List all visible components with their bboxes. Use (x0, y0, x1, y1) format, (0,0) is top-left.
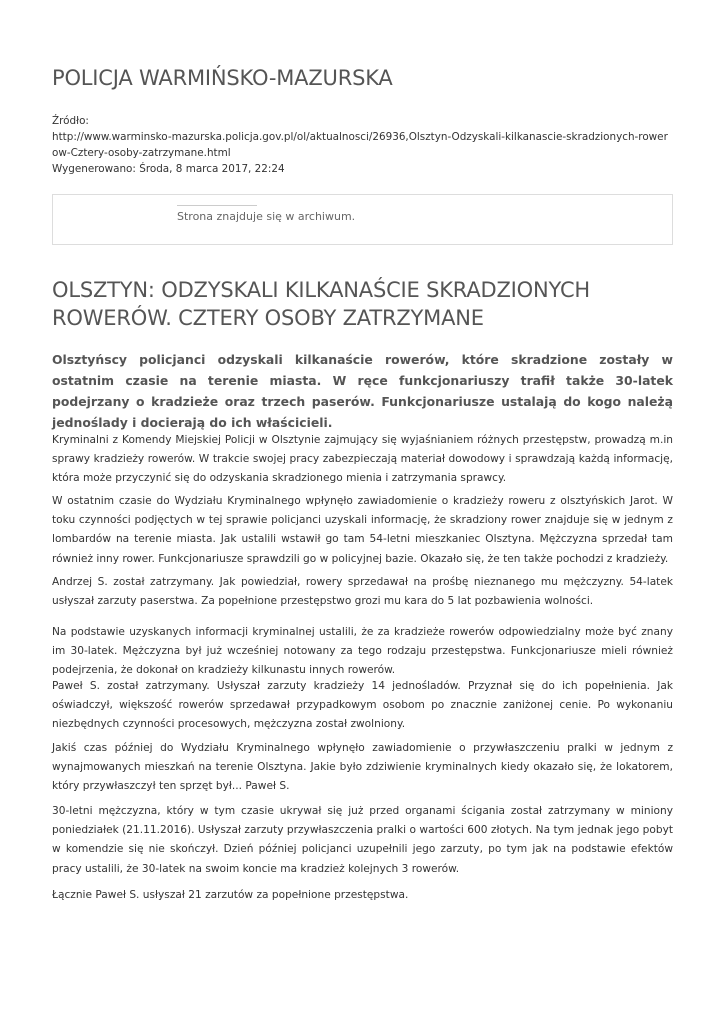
article-paragraph: Andrzej S. został zatrzymany. Jak powiedział, rowery sprzedawał na prośbę nieznanego mu mężczyzny. 54-latek usłyszał zarzuty paserstwa. Za popełnione przestępstwo grozi mu kara do 5 lat pozbawienia wolności. (52, 576, 673, 608)
archive-note: Strona znajduje się w archiwum. (177, 210, 356, 223)
article-title: OLSZTYN: ODZYSKALI KILKANAŚCIE SKRADZIONYCH ROWERÓW. CZTERY OSOBY ZATRZYMANE (52, 278, 591, 330)
article-paragraph: Kryminalni z Komendy Miejskiej Policji w Olsztynie zajmujący się wyjaśnianiem różnych przestępstw, prowadzą m.in sprawy kradzieży rowerów. W trakcie swojej pracy zabezpieczają materiał dowodowy i sprawdzają każdą informację, która może przyczynić się do odzyskania skradzionego mienia i zatrzymania sprawcy. (52, 434, 673, 485)
article-paragraph: Łącznie Paweł S. usłyszał 21 zarzutów za popełnione przestępstwa. (52, 889, 409, 901)
article-paragraph: Na podstawie uzyskanych informacji kryminalnej ustalili, że za kradzieże rowerów odpowiedzialny może być znany im 30-latek. Mężczyzna był już wcześniej notowany za tego rodzaju przestępstwa. Funkcjonariusze mieli również podejrzenia, że dokonał on kradzieży kilkunastu innych rowerów. (52, 626, 673, 677)
source-label: Źródło: (52, 115, 89, 127)
source-meta (52, 113, 673, 177)
generated-date: Wygenerowano: Środa, 8 marca 2017, 22:24 (52, 163, 285, 175)
archive-divider (177, 205, 257, 206)
archive-notice-box (52, 194, 673, 245)
site-title: POLICJA WARMIŃSKO-MAZURSKA (52, 66, 393, 90)
article-paragraph: Paweł S. został zatrzymany. Usłyszał zarzuty kradzieży 14 jednośladów. Przyznał się do ich popełnienia. Jak oświadczył, większość rowerów sprzedawał przypadkowym osobom po znacznie zaniżonej cenie. Po wykonaniu niezbędnych czynności procesowych, mężczyzna został zwolniony. (52, 680, 673, 731)
article-lead: Olsztyńscy policjanci odzyskali kilkanaście rowerów, które skradzione zostały w ostatnim czasie na terenie miasta. W ręce funkcjonariuszy trafił także 30-latek podejrzany o kradzieże oraz trzech paserów. Funkcjonariusze ustalają do kogo należą jednoślady i docierają do ich właścicieli. (52, 352, 673, 430)
article-paragraph: 30-letni mężczyzna, który w tym czasie ukrywał się już przed organami ścigania został zatrzymany w miniony poniedziałek (21.11.2016). Usłyszał zarzuty przywłaszczenia pralki o wartości 600 złotych. Na tym jednak jego pobyt w komendzie się nie skończył. Dzień później policjanci uzupełnili jego zarzuty, po tym jak na podstawie efektów pracy ustalili, że 30-latek na swoim koncie ma kradzież kolejnych 3 rowerów. (52, 805, 673, 875)
article-paragraph: W ostatnim czasie do Wydziału Kryminalnego wpłynęło zawiadomienie o kradzieży roweru z olsztyńskich Jarot. W toku czynności podjęctych w tej sprawie policjanci uzyskali informację, że skradziony rower znajduje się w jednym z lombardów na terenie miasta. Jak ustalili wstawił go tam 54-letni mieszkaniec Olsztyna. Mężczyzna sprzedał tam również inny rower. Funkcjonariusze sprawdzili go w policyjnej bazie. Okazało się, że ten także pochodzi z kradzieży. (52, 495, 673, 565)
article-paragraph: Jakiś czas później do Wydziału Kryminalnego wpłynęło zawiadomienie o przywłaszczeniu pralki w jednym z wynajmowanych mieszkań na terenie Olsztyna. Jakie było zdziwienie kryminalnych kiedy okazało się, że lokatorem, który przywłaszczył ten sprzęt był... Paweł S. (52, 742, 673, 793)
source-url[interactable]: http://www.warminsko-mazurska.policja.gov.pl/ol/aktualnosci/26936,Olsztyn-Odzyskali-kilkanascie-skradzionych-rowerow-Cztery-osoby-zatrzymane.html (52, 131, 668, 159)
